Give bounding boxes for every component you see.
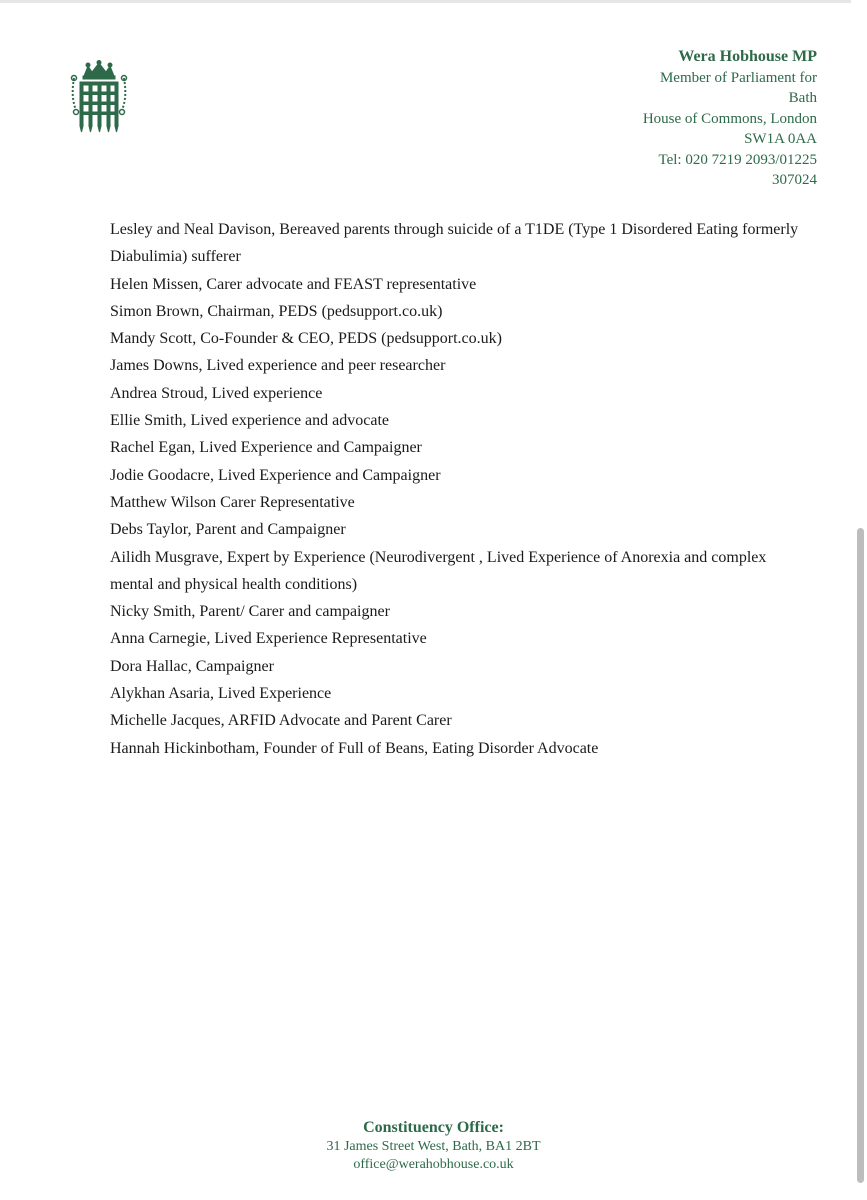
address-line: House of Commons, London [642,110,817,127]
list-item: Lesley and Neal Davison, Bereaved parents through suicide of a T1DE (Type 1 Disordered Eating formerly Diabulimia) sufferer [110,221,799,266]
list-item: Dora Hallac, Campaigner [110,657,274,675]
list-item: Ailidh Musgrave, Expert by Experience (Neurodivergent , Lived Experience of Anorexia and complex mental and physical health conditions) [110,548,767,593]
postcode-line: SW1A 0AA [744,131,817,147]
scrollbar-track[interactable] [851,0,867,1200]
constituency-office-footer [0,1118,867,1174]
list-item: Mandy Scott, Co-Founder & CEO, PEDS (pedsupport.co.uk) [110,330,502,348]
list-item: Debs Taylor, Parent and Campaigner [110,521,346,539]
scrollbar-thumb[interactable] [857,528,864,1183]
list-item: Andrea Stroud, Lived experience [110,384,323,402]
constituency-line: Bath [788,90,817,106]
mp-name: Wera Hobhouse MP [678,48,817,65]
list-item: Anna Carnegie, Lived Experience Representative [110,630,427,648]
footer-email[interactable]: office@werahobhouse.co.uk [353,1157,514,1172]
attendee-list [110,216,810,762]
list-item: Nicky Smith, Parent/ Carer and campaigner [110,603,390,621]
list-item: James Downs, Lived experience and peer researcher [110,357,446,375]
list-item: Helen Missen, Carer advocate and FEAST representative [110,275,477,293]
portcullis-icon [62,60,136,134]
list-item: Michelle Jacques, ARFID Advocate and Parent Carer [110,712,452,730]
list-item: Hannah Hickinbotham, Founder of Full of Beans, Eating Disorder Advocate [110,739,599,757]
list-item: Alykhan Asaria, Lived Experience [110,685,332,703]
list-item: Matthew Wilson Carer Representative [110,493,355,511]
footer-heading: Constituency Office: [363,1119,504,1136]
list-item: Simon Brown, Chairman, PEDS (pedsupport.co.uk) [110,302,443,320]
telephone-line-continued: 307024 [772,172,817,188]
role-line: Member of Parliament for [659,69,817,86]
telephone-line: Tel: 020 7219 2093/01225 [658,151,817,168]
list-item: Rachel Egan, Lived Experience and Campaigner [110,439,422,457]
page-top-edge [0,0,867,3]
footer-address: 31 James Street West, Bath, BA1 2BT [326,1139,541,1154]
list-item: Jodie Goodacre, Lived Experience and Campaigner [110,466,441,484]
list-item: Ellie Smith, Lived experience and advocate [110,412,389,430]
letterhead-address [517,47,817,191]
